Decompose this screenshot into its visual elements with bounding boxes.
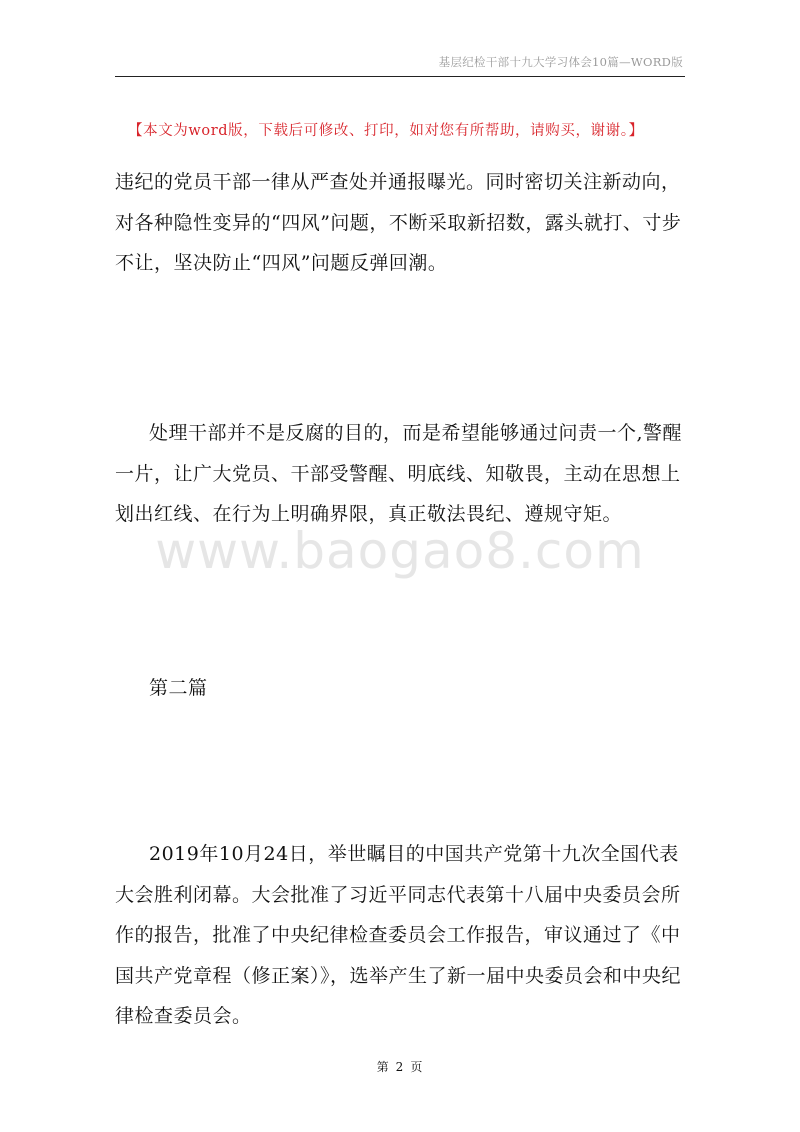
paragraph-1: 违纪的党员干部一律从严查处并通报曝光。同时密切关注新动向，对各种隐性变异的“四风”问题，不断采取新招数，露头就打、寸步不让，坚决防止“四风”问题反弹回潮。 [115, 171, 682, 274]
page-header [115, 54, 685, 77]
header-title: 基层纪检干部十九大学习体会10篇—WORD版 [438, 55, 683, 69]
page-number-prefix: 第 [376, 1060, 390, 1074]
page-number-suffix: 页 [410, 1060, 424, 1074]
section-heading: 第二篇 [149, 677, 208, 699]
page-number: 2 [395, 1060, 405, 1074]
paragraph-2: 处理干部并不是反腐的目的，而是希望能够通过问责一个,警醒一片，让广大党员、干部受警醒、明底线、知敬畏，主动在思想上划出红线、在行为上明确界限，真正敬法畏纪、遵规守矩。 [115, 422, 683, 525]
purchase-notice: 【本文为word版，下载后可修改、打印，如对您有所帮助，请购买，谢谢。】 [128, 123, 644, 139]
watermark: www.baogao8.com [155, 522, 645, 580]
paragraph-3: 2019年10月24日，举世瞩目的中国共产党第十九次全国代表大会胜利闭幕。大会批准了习近平同志代表第十八届中央委员会所作的报告，批准了中央纪律检查委员会工作报告，审议通过了《中国共产党章程（修正案）》，选举产生了新一届中央委员会和中央纪律检查委员会。 [115, 843, 682, 1027]
page-footer [0, 1058, 800, 1075]
